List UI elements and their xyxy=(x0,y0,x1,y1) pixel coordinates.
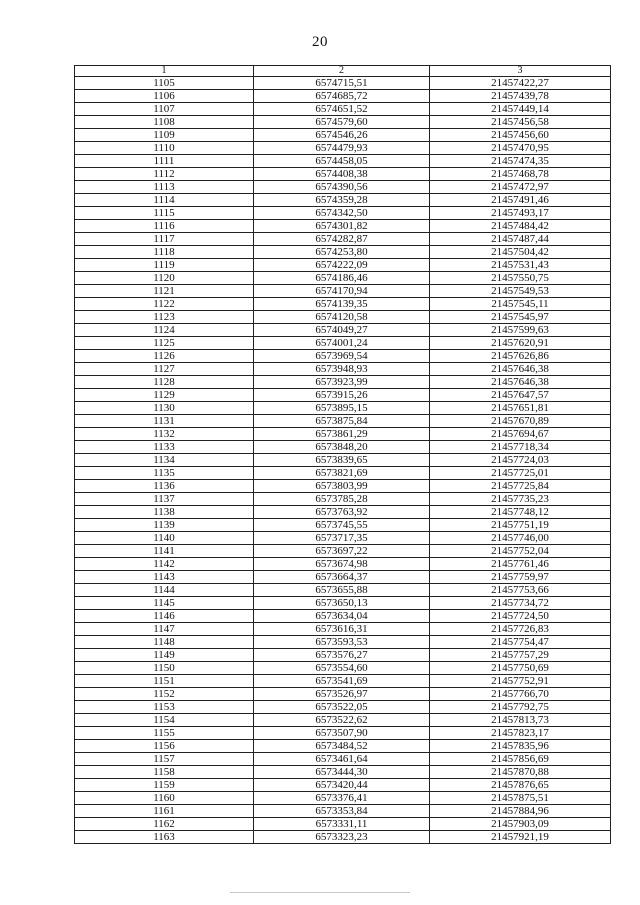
x-coordinate-cell: 6573895,15 xyxy=(254,402,430,415)
y-coordinate-cell: 21457422,27 xyxy=(430,77,611,90)
x-coordinate-cell: 6574685,72 xyxy=(254,90,430,103)
y-coordinate-cell: 21457484,42 xyxy=(430,220,611,233)
x-coordinate-cell: 6573674,98 xyxy=(254,558,430,571)
point-number-cell: 1155 xyxy=(75,727,254,740)
point-number-cell: 1109 xyxy=(75,129,254,142)
column-header-y: 3 xyxy=(430,66,611,77)
table-header xyxy=(75,66,611,77)
point-number-cell: 1152 xyxy=(75,688,254,701)
x-coordinate-cell: 6574222,09 xyxy=(254,259,430,272)
y-coordinate-cell: 21457718,34 xyxy=(430,441,611,454)
table-row xyxy=(75,571,611,584)
point-number-cell: 1113 xyxy=(75,181,254,194)
y-coordinate-cell: 21457545,11 xyxy=(430,298,611,311)
point-number-cell: 1159 xyxy=(75,779,254,792)
table-row xyxy=(75,545,611,558)
y-coordinate-cell: 21457761,46 xyxy=(430,558,611,571)
table-row xyxy=(75,831,611,844)
point-number-cell: 1115 xyxy=(75,207,254,220)
y-coordinate-cell: 21457748,12 xyxy=(430,506,611,519)
y-coordinate-cell: 21457757,29 xyxy=(430,649,611,662)
table-row xyxy=(75,389,611,402)
x-coordinate-cell: 6573593,53 xyxy=(254,636,430,649)
x-coordinate-cell: 6573915,26 xyxy=(254,389,430,402)
x-coordinate-cell: 6573634,04 xyxy=(254,610,430,623)
y-coordinate-cell: 21457487,44 xyxy=(430,233,611,246)
point-number-cell: 1153 xyxy=(75,701,254,714)
table-header-row xyxy=(75,66,611,77)
point-number-cell: 1151 xyxy=(75,675,254,688)
table-row xyxy=(75,818,611,831)
x-coordinate-cell: 6573948,93 xyxy=(254,363,430,376)
x-coordinate-cell: 6573969,54 xyxy=(254,350,430,363)
point-number-cell: 1158 xyxy=(75,766,254,779)
point-number-cell: 1145 xyxy=(75,597,254,610)
y-coordinate-cell: 21457545,97 xyxy=(430,311,611,324)
x-coordinate-cell: 6573420,44 xyxy=(254,779,430,792)
x-coordinate-cell: 6574651,52 xyxy=(254,103,430,116)
point-number-cell: 1106 xyxy=(75,90,254,103)
table-row xyxy=(75,168,611,181)
point-number-cell: 1137 xyxy=(75,493,254,506)
y-coordinate-cell: 21457724,03 xyxy=(430,454,611,467)
table-row xyxy=(75,779,611,792)
y-coordinate-cell: 21457449,14 xyxy=(430,103,611,116)
table-row xyxy=(75,181,611,194)
point-number-cell: 1112 xyxy=(75,168,254,181)
y-coordinate-cell: 21457870,88 xyxy=(430,766,611,779)
point-number-cell: 1117 xyxy=(75,233,254,246)
point-number-cell: 1148 xyxy=(75,636,254,649)
table-row xyxy=(75,792,611,805)
x-coordinate-cell: 6573331,11 xyxy=(254,818,430,831)
x-coordinate-cell: 6574458,05 xyxy=(254,155,430,168)
point-number-cell: 1163 xyxy=(75,831,254,844)
x-coordinate-cell: 6573861,29 xyxy=(254,428,430,441)
coordinates-table xyxy=(74,65,611,844)
y-coordinate-cell: 21457439,78 xyxy=(430,90,611,103)
x-coordinate-cell: 6574342,50 xyxy=(254,207,430,220)
point-number-cell: 1146 xyxy=(75,610,254,623)
point-number-cell: 1161 xyxy=(75,805,254,818)
x-coordinate-cell: 6574715,51 xyxy=(254,77,430,90)
column-header-number: 1 xyxy=(75,66,254,77)
point-number-cell: 1116 xyxy=(75,220,254,233)
y-coordinate-cell: 21457735,23 xyxy=(430,493,611,506)
x-coordinate-cell: 6573484,52 xyxy=(254,740,430,753)
point-number-cell: 1129 xyxy=(75,389,254,402)
table-row xyxy=(75,753,611,766)
y-coordinate-cell: 21457651,81 xyxy=(430,402,611,415)
y-coordinate-cell: 21457753,66 xyxy=(430,584,611,597)
y-coordinate-cell: 21457599,63 xyxy=(430,324,611,337)
page-number: 20 xyxy=(312,34,328,50)
y-coordinate-cell: 21457792,75 xyxy=(430,701,611,714)
table-row xyxy=(75,480,611,493)
table-row xyxy=(75,402,611,415)
x-coordinate-cell: 6574359,28 xyxy=(254,194,430,207)
y-coordinate-cell: 21457752,91 xyxy=(430,675,611,688)
y-coordinate-cell: 21457456,60 xyxy=(430,129,611,142)
point-number-cell: 1142 xyxy=(75,558,254,571)
table-row xyxy=(75,649,611,662)
table-row xyxy=(75,584,611,597)
table-row xyxy=(75,155,611,168)
y-coordinate-cell: 21457750,69 xyxy=(430,662,611,675)
x-coordinate-cell: 6574282,87 xyxy=(254,233,430,246)
table-row xyxy=(75,77,611,90)
x-coordinate-cell: 6574139,35 xyxy=(254,298,430,311)
table-row xyxy=(75,636,611,649)
x-coordinate-cell: 6573522,62 xyxy=(254,714,430,727)
table-row xyxy=(75,532,611,545)
y-coordinate-cell: 21457725,84 xyxy=(430,480,611,493)
point-number-cell: 1107 xyxy=(75,103,254,116)
x-coordinate-cell: 6573717,35 xyxy=(254,532,430,545)
point-number-cell: 1121 xyxy=(75,285,254,298)
point-number-cell: 1157 xyxy=(75,753,254,766)
y-coordinate-cell: 21457903,09 xyxy=(430,818,611,831)
point-number-cell: 1124 xyxy=(75,324,254,337)
table-row xyxy=(75,610,611,623)
table-row xyxy=(75,90,611,103)
y-coordinate-cell: 21457875,51 xyxy=(430,792,611,805)
x-coordinate-cell: 6573697,22 xyxy=(254,545,430,558)
x-coordinate-cell: 6574579,60 xyxy=(254,116,430,129)
y-coordinate-cell: 21457456,58 xyxy=(430,116,611,129)
bottom-divider xyxy=(230,892,410,893)
table-row xyxy=(75,142,611,155)
table-row xyxy=(75,194,611,207)
table-row xyxy=(75,129,611,142)
point-number-cell: 1135 xyxy=(75,467,254,480)
point-number-cell: 1149 xyxy=(75,649,254,662)
table-body xyxy=(75,77,611,844)
y-coordinate-cell: 21457531,43 xyxy=(430,259,611,272)
table-row xyxy=(75,467,611,480)
point-number-cell: 1132 xyxy=(75,428,254,441)
table-row xyxy=(75,675,611,688)
point-number-cell: 1111 xyxy=(75,155,254,168)
x-coordinate-cell: 6573554,60 xyxy=(254,662,430,675)
y-coordinate-cell: 21457752,04 xyxy=(430,545,611,558)
table-row xyxy=(75,454,611,467)
point-number-cell: 1156 xyxy=(75,740,254,753)
table-row xyxy=(75,688,611,701)
point-number-cell: 1122 xyxy=(75,298,254,311)
table-row xyxy=(75,350,611,363)
table-row xyxy=(75,662,611,675)
table-row xyxy=(75,259,611,272)
y-coordinate-cell: 21457647,57 xyxy=(430,389,611,402)
table-row xyxy=(75,597,611,610)
point-number-cell: 1136 xyxy=(75,480,254,493)
table-row xyxy=(75,233,611,246)
table-row xyxy=(75,324,611,337)
y-coordinate-cell: 21457835,96 xyxy=(430,740,611,753)
point-number-cell: 1130 xyxy=(75,402,254,415)
point-number-cell: 1160 xyxy=(75,792,254,805)
table-row xyxy=(75,285,611,298)
table-row xyxy=(75,376,611,389)
table-row xyxy=(75,207,611,220)
table-row xyxy=(75,805,611,818)
y-coordinate-cell: 21457876,65 xyxy=(430,779,611,792)
y-coordinate-cell: 21457754,47 xyxy=(430,636,611,649)
column-header-x: 2 xyxy=(254,66,430,77)
x-coordinate-cell: 6573650,13 xyxy=(254,597,430,610)
x-coordinate-cell: 6573839,65 xyxy=(254,454,430,467)
y-coordinate-cell: 21457694,67 xyxy=(430,428,611,441)
y-coordinate-cell: 21457549,53 xyxy=(430,285,611,298)
point-number-cell: 1154 xyxy=(75,714,254,727)
y-coordinate-cell: 21457921,19 xyxy=(430,831,611,844)
y-coordinate-cell: 21457726,83 xyxy=(430,623,611,636)
x-coordinate-cell: 6573745,55 xyxy=(254,519,430,532)
point-number-cell: 1138 xyxy=(75,506,254,519)
table-row xyxy=(75,740,611,753)
x-coordinate-cell: 6573444,30 xyxy=(254,766,430,779)
point-number-cell: 1144 xyxy=(75,584,254,597)
point-number-cell: 1127 xyxy=(75,363,254,376)
y-coordinate-cell: 21457734,72 xyxy=(430,597,611,610)
point-number-cell: 1126 xyxy=(75,350,254,363)
y-coordinate-cell: 21457472,97 xyxy=(430,181,611,194)
table-row xyxy=(75,506,611,519)
x-coordinate-cell: 6573655,88 xyxy=(254,584,430,597)
table-row xyxy=(75,727,611,740)
table-row xyxy=(75,766,611,779)
point-number-cell: 1119 xyxy=(75,259,254,272)
x-coordinate-cell: 6574253,80 xyxy=(254,246,430,259)
x-coordinate-cell: 6574390,56 xyxy=(254,181,430,194)
point-number-cell: 1134 xyxy=(75,454,254,467)
y-coordinate-cell: 21457626,86 xyxy=(430,350,611,363)
y-coordinate-cell: 21457766,70 xyxy=(430,688,611,701)
y-coordinate-cell: 21457813,73 xyxy=(430,714,611,727)
y-coordinate-cell: 21457759,97 xyxy=(430,571,611,584)
x-coordinate-cell: 6573785,28 xyxy=(254,493,430,506)
table-row xyxy=(75,441,611,454)
y-coordinate-cell: 21457746,00 xyxy=(430,532,611,545)
y-coordinate-cell: 21457493,17 xyxy=(430,207,611,220)
point-number-cell: 1118 xyxy=(75,246,254,259)
x-coordinate-cell: 6574546,26 xyxy=(254,129,430,142)
y-coordinate-cell: 21457491,46 xyxy=(430,194,611,207)
x-coordinate-cell: 6573376,41 xyxy=(254,792,430,805)
y-coordinate-cell: 21457725,01 xyxy=(430,467,611,480)
y-coordinate-cell: 21457884,96 xyxy=(430,805,611,818)
y-coordinate-cell: 21457550,75 xyxy=(430,272,611,285)
x-coordinate-cell: 6573461,64 xyxy=(254,753,430,766)
x-coordinate-cell: 6573522,05 xyxy=(254,701,430,714)
table-row xyxy=(75,298,611,311)
y-coordinate-cell: 21457823,17 xyxy=(430,727,611,740)
x-coordinate-cell: 6574408,38 xyxy=(254,168,430,181)
y-coordinate-cell: 21457670,89 xyxy=(430,415,611,428)
x-coordinate-cell: 6574186,46 xyxy=(254,272,430,285)
table-row xyxy=(75,246,611,259)
x-coordinate-cell: 6574049,27 xyxy=(254,324,430,337)
point-number-cell: 1139 xyxy=(75,519,254,532)
point-number-cell: 1123 xyxy=(75,311,254,324)
y-coordinate-cell: 21457468,78 xyxy=(430,168,611,181)
y-coordinate-cell: 21457646,38 xyxy=(430,376,611,389)
y-coordinate-cell: 21457474,35 xyxy=(430,155,611,168)
table-row xyxy=(75,363,611,376)
point-number-cell: 1108 xyxy=(75,116,254,129)
table-row xyxy=(75,623,611,636)
x-coordinate-cell: 6573507,90 xyxy=(254,727,430,740)
point-number-cell: 1131 xyxy=(75,415,254,428)
x-coordinate-cell: 6573875,84 xyxy=(254,415,430,428)
x-coordinate-cell: 6573353,84 xyxy=(254,805,430,818)
table-row xyxy=(75,428,611,441)
point-number-cell: 1150 xyxy=(75,662,254,675)
x-coordinate-cell: 6573803,99 xyxy=(254,480,430,493)
table-row xyxy=(75,337,611,350)
point-number-cell: 1162 xyxy=(75,818,254,831)
x-coordinate-cell: 6573763,92 xyxy=(254,506,430,519)
y-coordinate-cell: 21457646,38 xyxy=(430,363,611,376)
x-coordinate-cell: 6573541,69 xyxy=(254,675,430,688)
point-number-cell: 1128 xyxy=(75,376,254,389)
table-row xyxy=(75,519,611,532)
x-coordinate-cell: 6573848,20 xyxy=(254,441,430,454)
x-coordinate-cell: 6573923,99 xyxy=(254,376,430,389)
point-number-cell: 1141 xyxy=(75,545,254,558)
x-coordinate-cell: 6574301,82 xyxy=(254,220,430,233)
point-number-cell: 1105 xyxy=(75,77,254,90)
point-number-cell: 1120 xyxy=(75,272,254,285)
y-coordinate-cell: 21457856,69 xyxy=(430,753,611,766)
table-row xyxy=(75,103,611,116)
x-coordinate-cell: 6574001,24 xyxy=(254,337,430,350)
table-row xyxy=(75,220,611,233)
table-row xyxy=(75,116,611,129)
y-coordinate-cell: 21457620,91 xyxy=(430,337,611,350)
point-number-cell: 1143 xyxy=(75,571,254,584)
table-row xyxy=(75,311,611,324)
y-coordinate-cell: 21457470,95 xyxy=(430,142,611,155)
table-row xyxy=(75,493,611,506)
table-row xyxy=(75,558,611,571)
x-coordinate-cell: 6573526,97 xyxy=(254,688,430,701)
table-row xyxy=(75,272,611,285)
y-coordinate-cell: 21457724,50 xyxy=(430,610,611,623)
x-coordinate-cell: 6573576,27 xyxy=(254,649,430,662)
table-row xyxy=(75,714,611,727)
x-coordinate-cell: 6574479,93 xyxy=(254,142,430,155)
x-coordinate-cell: 6573616,31 xyxy=(254,623,430,636)
x-coordinate-cell: 6574120,58 xyxy=(254,311,430,324)
point-number-cell: 1133 xyxy=(75,441,254,454)
x-coordinate-cell: 6574170,94 xyxy=(254,285,430,298)
table-row xyxy=(75,415,611,428)
point-number-cell: 1114 xyxy=(75,194,254,207)
x-coordinate-cell: 6573821,69 xyxy=(254,467,430,480)
x-coordinate-cell: 6573664,37 xyxy=(254,571,430,584)
point-number-cell: 1125 xyxy=(75,337,254,350)
point-number-cell: 1147 xyxy=(75,623,254,636)
y-coordinate-cell: 21457751,19 xyxy=(430,519,611,532)
table-row xyxy=(75,701,611,714)
y-coordinate-cell: 21457504,42 xyxy=(430,246,611,259)
point-number-cell: 1140 xyxy=(75,532,254,545)
x-coordinate-cell: 6573323,23 xyxy=(254,831,430,844)
point-number-cell: 1110 xyxy=(75,142,254,155)
